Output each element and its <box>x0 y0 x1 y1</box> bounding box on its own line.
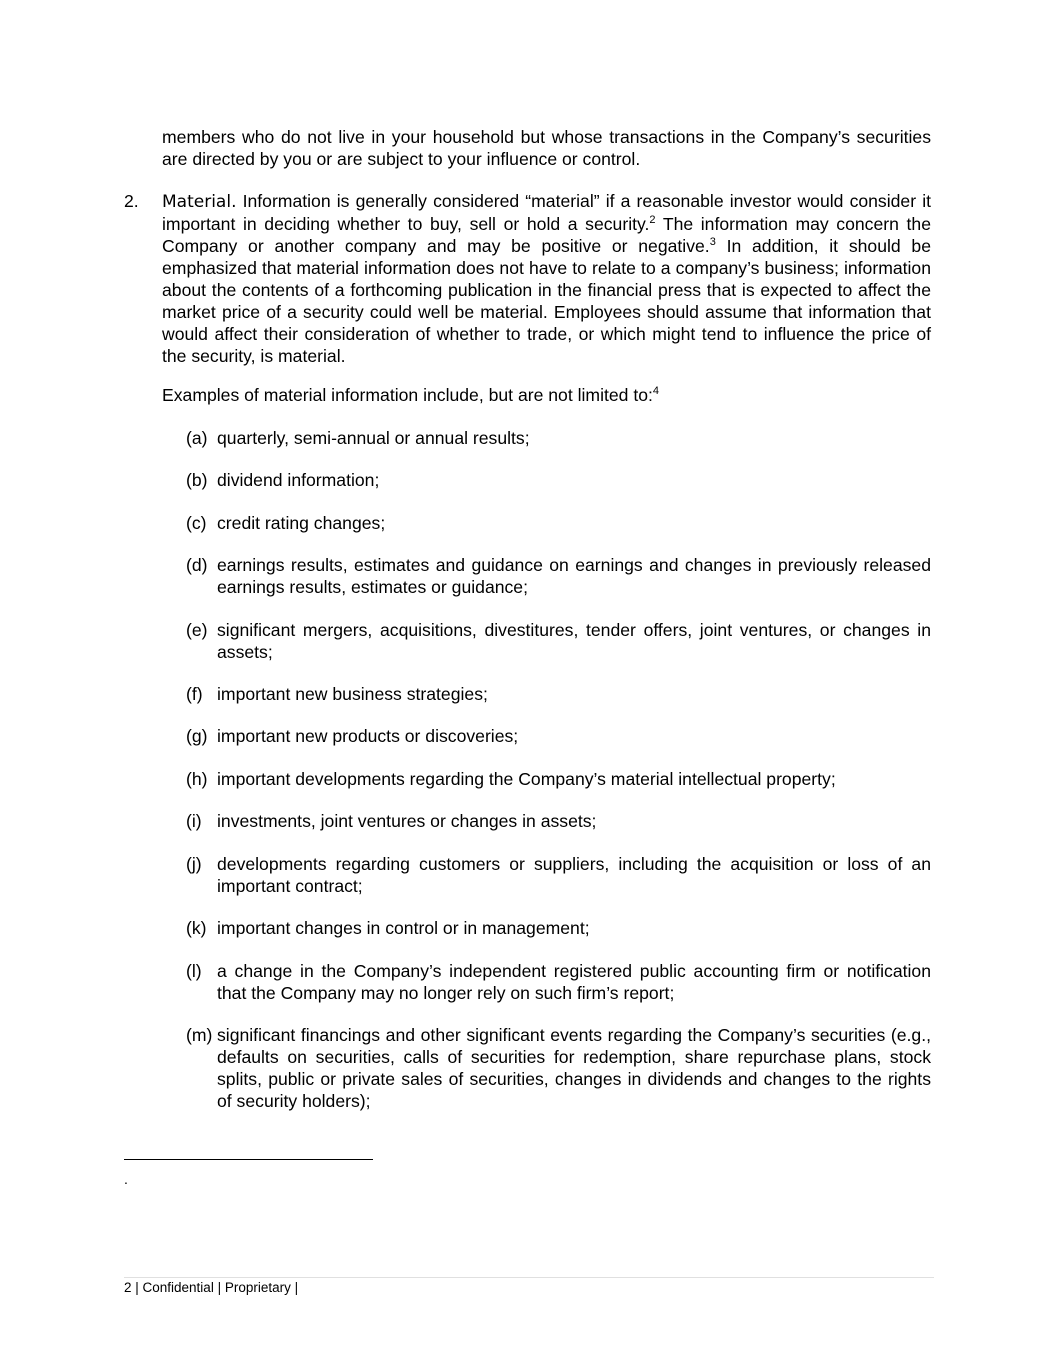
section-heading-period: . <box>231 192 237 212</box>
section-text-part-2: The information may concern the Company or another company and may be positive or negative. <box>162 214 931 256</box>
list-item-marker: (l) <box>186 961 202 981</box>
list-item-text: a change in the Company’s independent registered public accounting firm or notification that the Company may no longer rely on such firm’s report; <box>217 961 931 1003</box>
list-item-marker: (d) <box>186 555 208 575</box>
list-item <box>186 960 931 1004</box>
list-item <box>186 853 931 897</box>
list-item-text: significant financings and other significant events regarding the Company’s securities (e.g., defaults on securities, calls of securities for redemption, share repurchase plans, stock splits, public or private sales of securities, changes in dividends and changes to the rights of security holders); <box>217 1025 931 1111</box>
list-item <box>186 725 931 747</box>
section-text-part-3: In addition, it should be emphasized that material information does not have to relate to a company’s business; information about the contents of a forthcoming publication in the financial press that is expected to affect the market price of a security could well be material. Employees should assume that information that would affect their consideration of whether to trade, or which might tend to influence the price of the security, is material. <box>162 236 932 366</box>
list-item-marker: (a) <box>186 428 208 448</box>
list-item <box>186 427 931 449</box>
list-item-text: credit rating changes; <box>217 513 386 533</box>
list-item-marker: (k) <box>186 918 207 938</box>
intro-paragraph: members who do not live in your household but whose transactions in the Company’s securities are directed by you or are subject to your influence or control. <box>162 127 931 169</box>
list-item-text: investments, joint ventures or changes in assets; <box>217 811 597 831</box>
list-item <box>186 917 931 939</box>
footnote-text: . <box>124 1171 128 1187</box>
list-item-marker: (m) <box>186 1025 213 1045</box>
page-footer: 2 | Confidential | Proprietary | <box>124 1280 299 1295</box>
list-item-marker: (c) <box>186 513 207 533</box>
footnote-ref-4[interactable]: 4 <box>652 385 660 398</box>
list-item-text: significant mergers, acquisitions, divestitures, tender offers, joint ventures, or changes in assets; <box>217 620 931 662</box>
list-item-marker: (e) <box>186 620 208 640</box>
list-item-marker: (i) <box>186 811 202 831</box>
list-item <box>186 683 931 705</box>
section-heading: Material <box>162 192 232 212</box>
examples-intro-text: Examples of material information include, but are not limited to: <box>162 385 653 405</box>
list-item-text: dividend information; <box>217 470 380 490</box>
footnote-ref-3[interactable]: 3 <box>709 236 716 249</box>
list-item-marker: (g) <box>186 726 208 746</box>
list-item <box>186 554 931 598</box>
list-item-text: important new business strategies; <box>217 684 488 704</box>
list-item-text: quarterly, semi-annual or annual results; <box>217 428 530 448</box>
list-item <box>186 768 931 790</box>
list-item-text: important new products or discoveries; <box>217 726 519 746</box>
section-text-part-1: Information is generally considered “material” if a reasonable investor would consider it important in deciding whether to buy, sell or hold a security. <box>162 191 931 234</box>
list-item-marker: (h) <box>186 769 208 789</box>
list-item-marker: (b) <box>186 470 208 490</box>
list-item <box>186 469 931 491</box>
section-number: 2. <box>124 191 139 211</box>
section-material-paragraph <box>162 190 931 367</box>
list-item <box>186 1024 931 1112</box>
list-item-text: earnings results, estimates and guidance on earnings and changes in previously released earnings results, estimates or guidance; <box>217 555 931 597</box>
footnote-separator <box>124 1159 373 1160</box>
list-item <box>186 619 931 663</box>
list-item <box>186 512 931 534</box>
list-item-text: important changes in control or in management; <box>217 918 590 938</box>
examples-intro <box>162 384 659 406</box>
list-item-marker: (f) <box>186 684 203 704</box>
footnote-ref-2[interactable]: 2 <box>649 214 656 227</box>
list-item-marker: (j) <box>186 854 202 874</box>
list-item-text: developments regarding customers or suppliers, including the acquisition or loss of an important contract; <box>217 854 931 896</box>
list-item-text: important developments regarding the Company’s material intellectual property; <box>217 769 836 789</box>
list-item <box>186 810 931 832</box>
footer-divider <box>124 1277 934 1278</box>
